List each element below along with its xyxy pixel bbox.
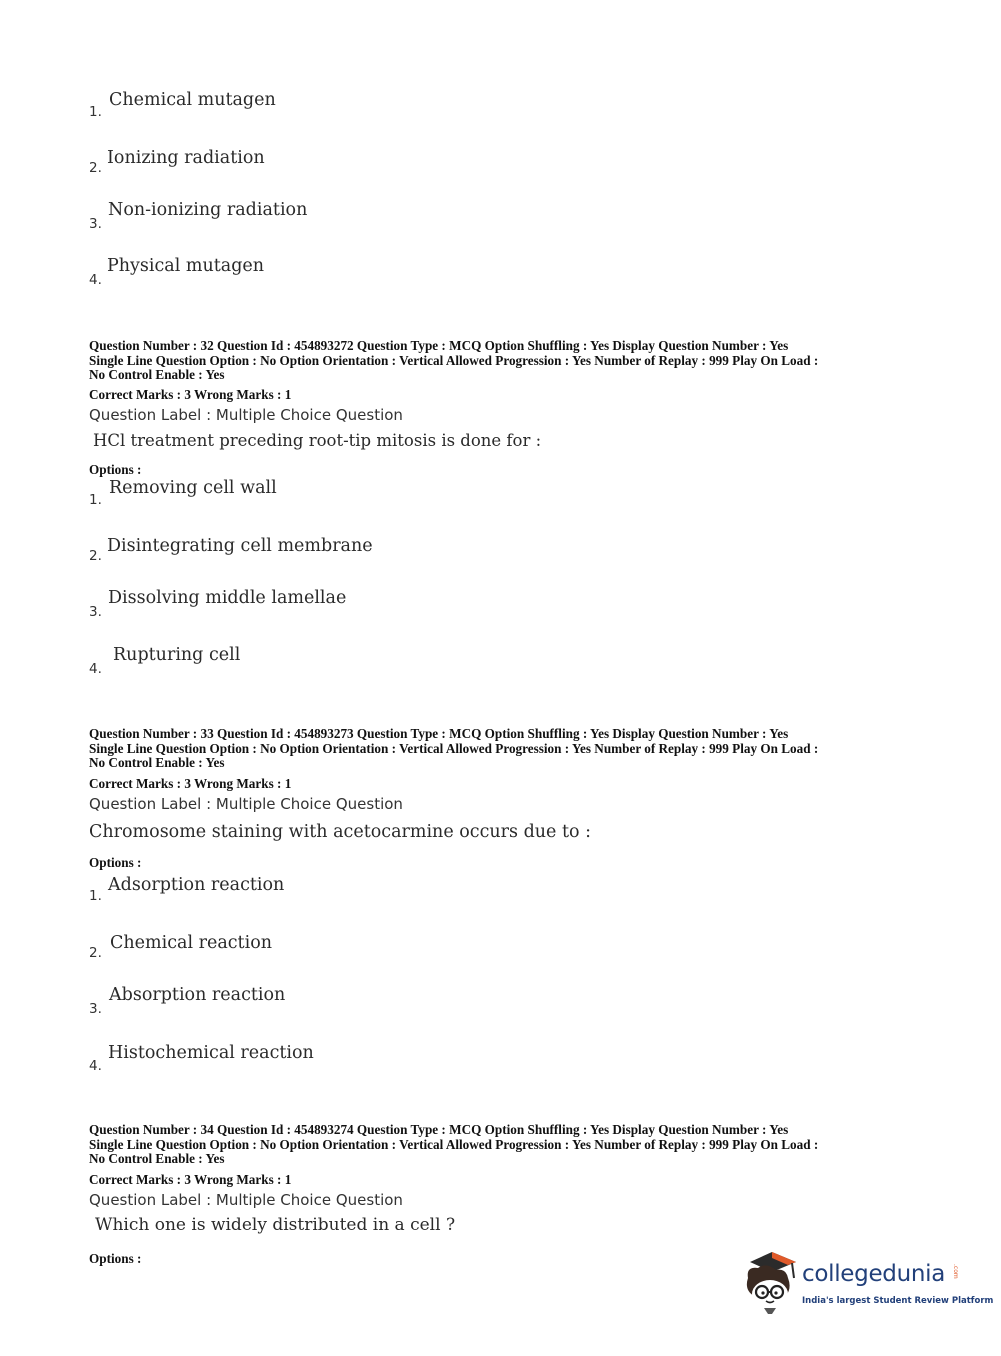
option-number: 2. (89, 945, 102, 961)
option-number: 3. (89, 216, 102, 232)
option-number: 1. (89, 492, 102, 508)
option-row[interactable] (0, 933, 600, 973)
question-label: Question Label : Multiple Choice Question (89, 795, 403, 813)
option-row[interactable] (0, 875, 600, 915)
option-row[interactable] (0, 1043, 600, 1083)
question-text: Chromosome staining with acetocarmine occurs due to : (89, 822, 591, 842)
option-text: Ionizing radiation (107, 148, 265, 168)
question-label: Question Label : Multiple Choice Question (89, 1191, 403, 1209)
option-row[interactable] (0, 645, 600, 685)
option-text: Non-ionizing radiation (108, 200, 308, 220)
option-row[interactable] (0, 588, 600, 628)
options-heading: Options : (89, 462, 142, 477)
option-number: 2. (89, 548, 102, 564)
mascot-icon (742, 1248, 800, 1316)
meta-line: Question Number : 34 Question Id : 454893274 Question Type : MCQ Option Shuffling : Yes Display Question Number : Yes (89, 1122, 789, 1137)
collegedunia-logo (742, 1248, 994, 1318)
option-text: Removing cell wall (109, 478, 277, 498)
option-row[interactable] (0, 478, 600, 518)
option-text: Rupturing cell (113, 645, 241, 665)
option-row[interactable] (0, 148, 600, 188)
question-meta (89, 727, 929, 771)
option-number: 3. (89, 604, 102, 620)
question-text: HCl treatment preceding root-tip mitosis is done for : (93, 431, 542, 450)
question-label: Question Label : Multiple Choice Question (89, 406, 403, 424)
options-heading: Options : (89, 855, 142, 870)
option-row[interactable] (0, 985, 600, 1025)
option-number: 1. (89, 104, 102, 120)
meta-line: Single Line Question Option : No Option Orientation : Vertical Allowed Progression : Yes Number of Replay : 999 Play On Load : (89, 352, 819, 368)
question-marks: Correct Marks : 3 Wrong Marks : 1 (89, 776, 292, 791)
option-text: Physical mutagen (107, 256, 265, 276)
option-row[interactable] (0, 536, 600, 576)
option-text: Histochemical reaction (108, 1043, 314, 1063)
question-meta (89, 339, 929, 383)
question-marks: Correct Marks : 3 Wrong Marks : 1 (89, 1172, 292, 1187)
option-row[interactable] (0, 256, 600, 296)
option-row[interactable] (0, 90, 600, 130)
options-heading: Options : (89, 1251, 142, 1266)
option-number: 4. (89, 1058, 102, 1074)
logo-suffix: .com (952, 1264, 959, 1279)
option-text: Adsorption reaction (108, 875, 285, 895)
meta-line: Single Line Question Option : No Option Orientation : Vertical Allowed Progression : Yes Number of Replay : 999 Play On Load : (89, 1136, 819, 1152)
logo-tagline: India's largest Student Review Platform (802, 1296, 994, 1306)
meta-line: Single Line Question Option : No Option Orientation : Vertical Allowed Progression : Yes Number of Replay : 999 Play On Load : (89, 740, 819, 756)
meta-line: Question Number : 33 Question Id : 454893273 Question Type : MCQ Option Shuffling : Yes Display Question Number : Yes (89, 726, 789, 741)
meta-line: No Control Enable : Yes (89, 755, 225, 771)
question-marks: Correct Marks : 3 Wrong Marks : 1 (89, 387, 292, 402)
option-text: Chemical reaction (110, 933, 272, 953)
option-number: 1. (89, 888, 102, 904)
option-row[interactable] (0, 200, 600, 240)
option-text: Dissolving middle lamellae (108, 588, 347, 608)
option-number: 2. (89, 160, 102, 176)
logo-brand: collegedunia (802, 1261, 946, 1287)
option-text: Chemical mutagen (109, 90, 276, 110)
option-number: 3. (89, 1001, 102, 1017)
meta-line: No Control Enable : Yes (89, 367, 225, 383)
question-text: Which one is widely distributed in a cell ? (95, 1215, 456, 1235)
option-number: 4. (89, 661, 102, 677)
option-number: 4. (89, 272, 102, 288)
meta-line: Question Number : 32 Question Id : 454893272 Question Type : MCQ Option Shuffling : Yes Display Question Number : Yes (89, 338, 789, 353)
option-text: Absorption reaction (109, 985, 286, 1005)
question-meta (89, 1123, 929, 1167)
meta-line: No Control Enable : Yes (89, 1151, 225, 1167)
option-text: Disintegrating cell membrane (107, 536, 373, 556)
